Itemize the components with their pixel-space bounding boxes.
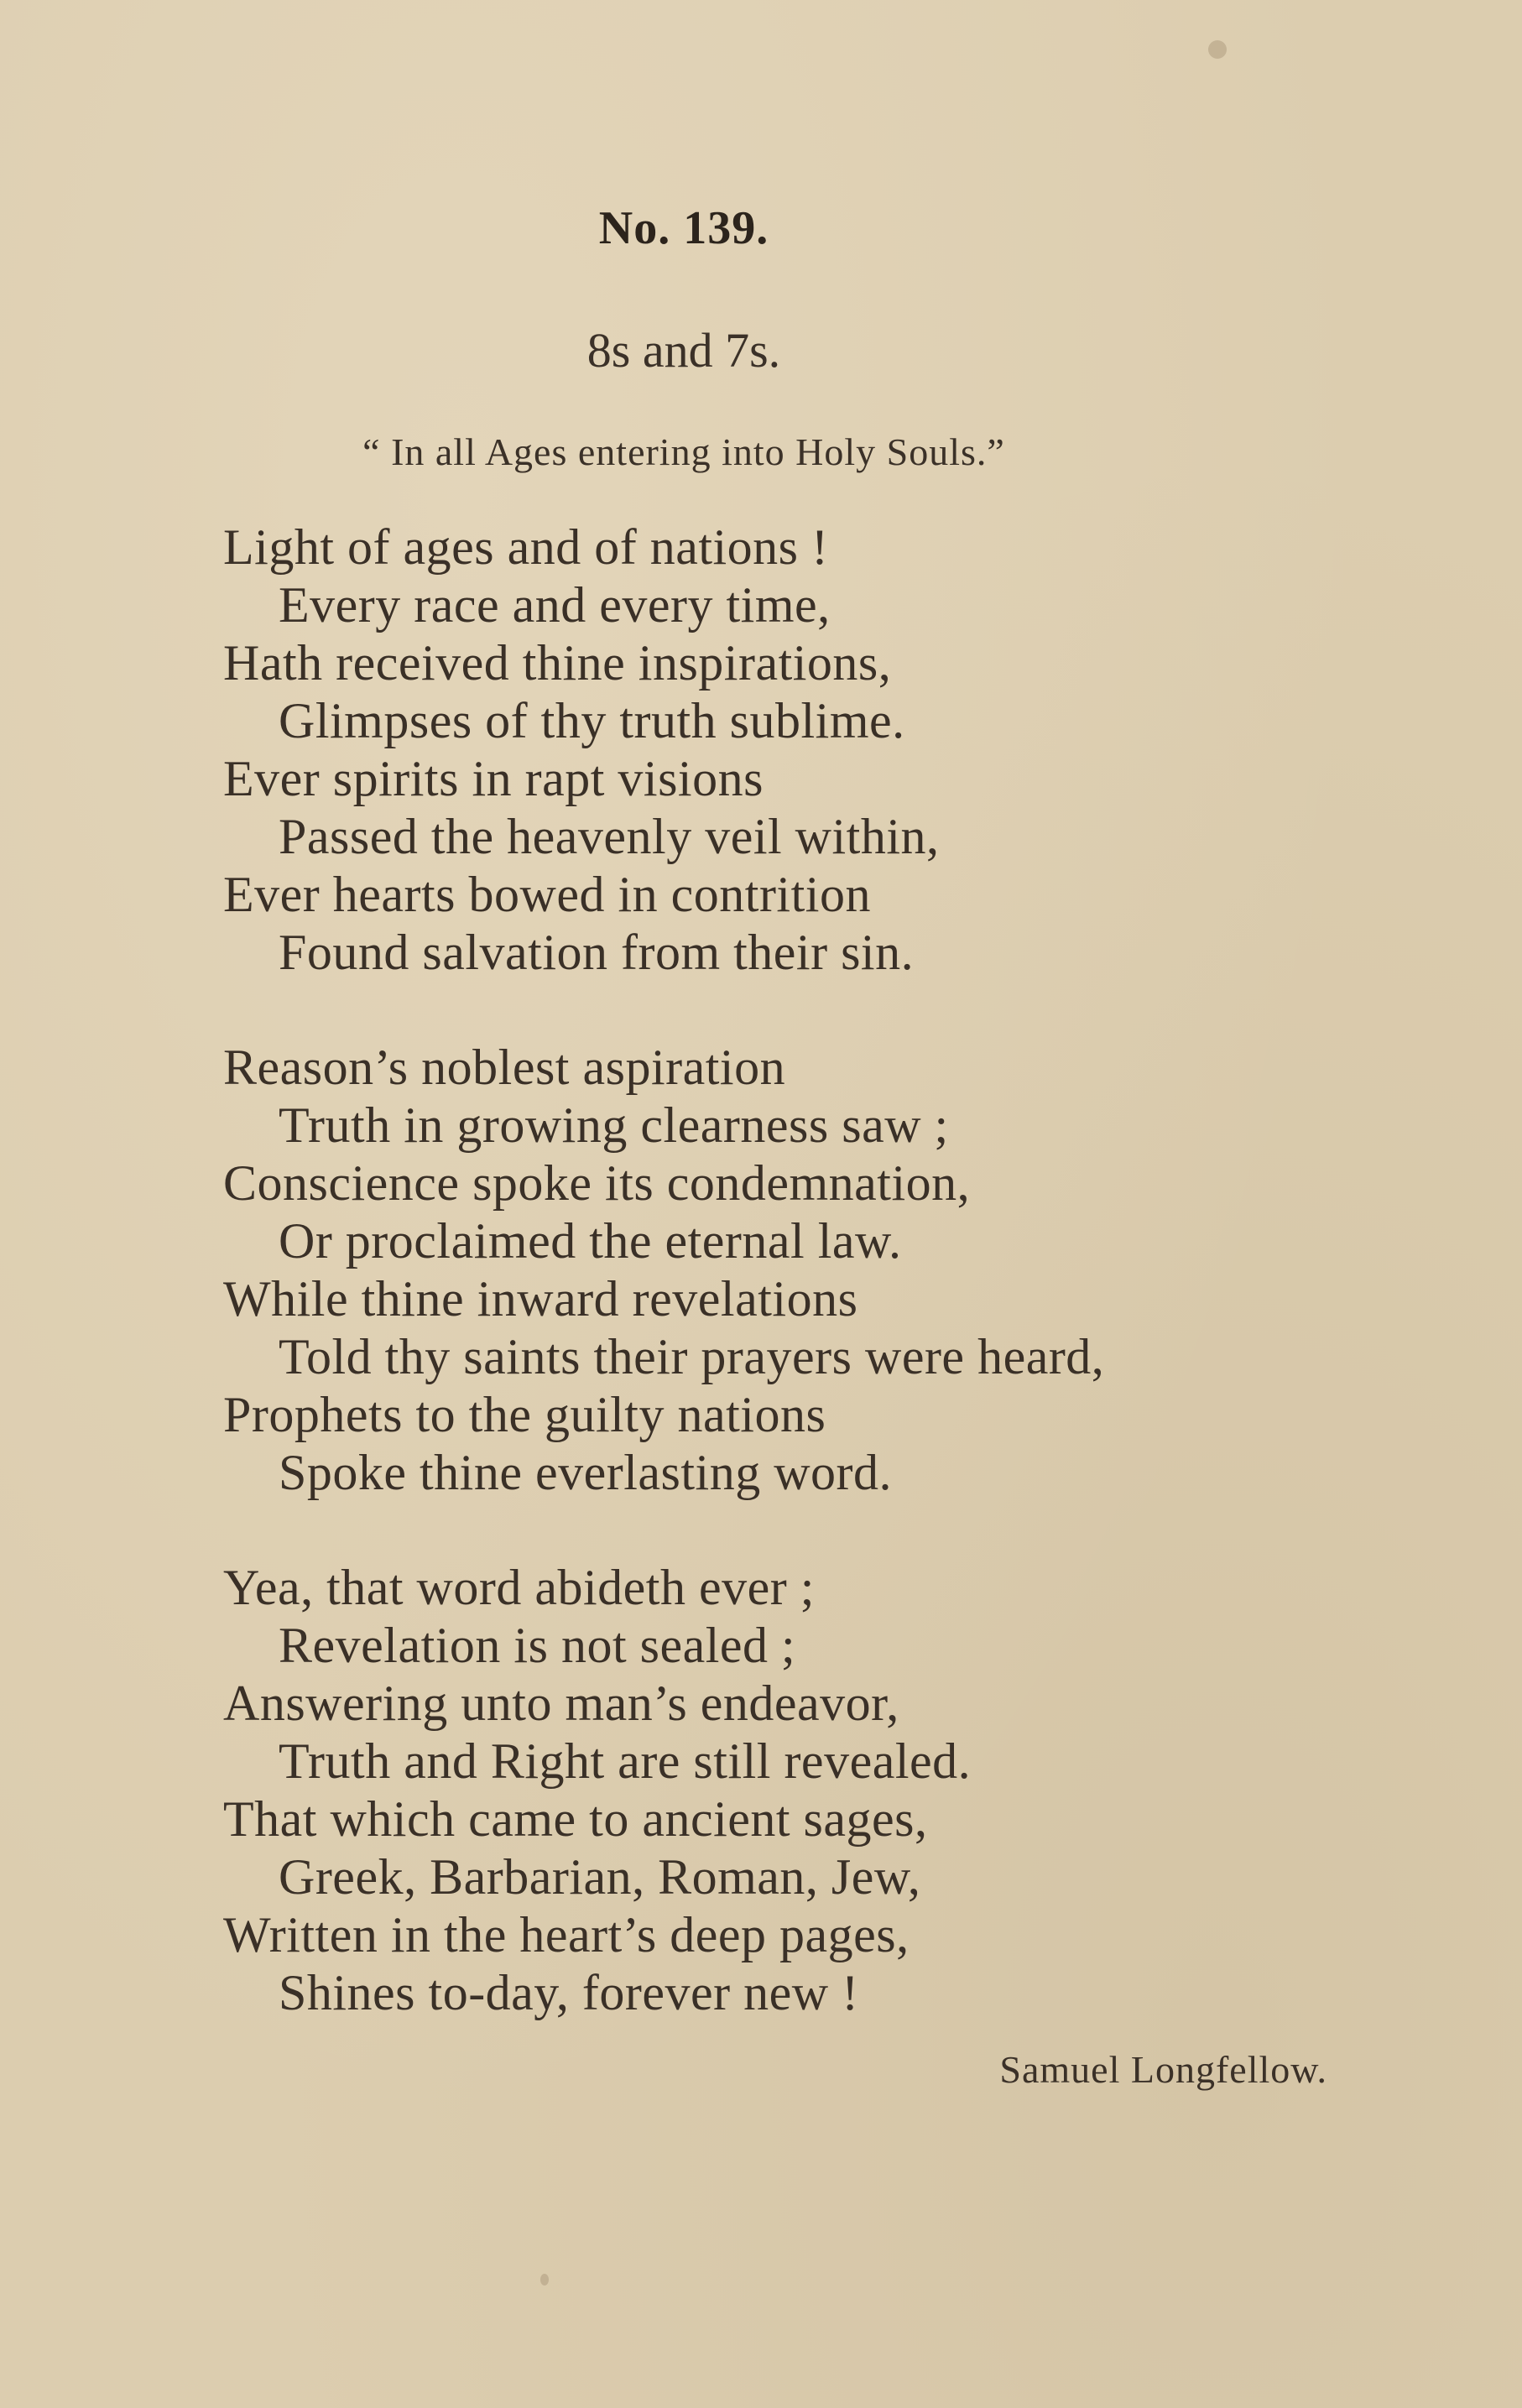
poem-line: Light of ages and of nations ! (223, 519, 829, 575)
poem-line: Every race and every time, (279, 577, 831, 633)
poem-line: Answering unto man’s endeavor, (223, 1676, 899, 1731)
hymn-subtitle: “ In all Ages entering into Holy Souls.” (362, 430, 1005, 473)
poem-line: Passed the heavenly veil within, (279, 809, 940, 864)
poem-line: Greek, Barbarian, Roman, Jew, (279, 1849, 921, 1905)
poem-line: Told thy saints their prayers were heard, (279, 1329, 1105, 1384)
poem-line: Truth in growing clearness saw ; (279, 1097, 949, 1153)
poem-body (223, 519, 1448, 2079)
poem-line: Prophets to the guilty nations (223, 1387, 826, 1442)
poem-line: Truth and Right are still revealed. (279, 1733, 972, 1789)
poem-line: That which came to ancient sages, (223, 1791, 928, 1847)
poem-line: While thine inward revelations (223, 1271, 858, 1326)
poem-line: Spoke thine everlasting word. (279, 1445, 893, 1500)
hymn-meter: 8s and 7s. (586, 323, 781, 378)
poem-line: Ever spirits in rapt visions (223, 751, 764, 806)
poem-line: Reason’s noblest aspiration (223, 1040, 786, 1095)
poem-line: Hath received thine inspirations, (223, 635, 892, 691)
poem-line: Ever hearts bowed in contrition (223, 867, 871, 922)
hymn-author: Samuel Longfellow. (999, 2048, 1327, 2091)
stanza-1 (223, 519, 1448, 982)
poem-line: Revelation is not sealed ; (279, 1618, 796, 1673)
poem-line: Written in the heart’s deep pages, (223, 1907, 910, 1962)
poem-line: Shines to-day, forever new ! (279, 1965, 859, 2020)
poem-line: Or proclaimed the eternal law. (279, 1213, 902, 1269)
stanza-3 (223, 1559, 1448, 2022)
paper-speck (1208, 40, 1227, 59)
hymn-number: No. 139. (598, 202, 769, 254)
poem-line: Found salvation from their sin. (279, 925, 915, 980)
poem-line: Conscience spoke its condemnation, (223, 1155, 971, 1211)
poem-line: Glimpses of thy truth sublime. (279, 693, 905, 748)
stanza-2 (223, 1039, 1448, 1502)
poem-line: Yea, that word abideth ever ; (223, 1560, 815, 1615)
paper-speck (540, 2274, 549, 2286)
